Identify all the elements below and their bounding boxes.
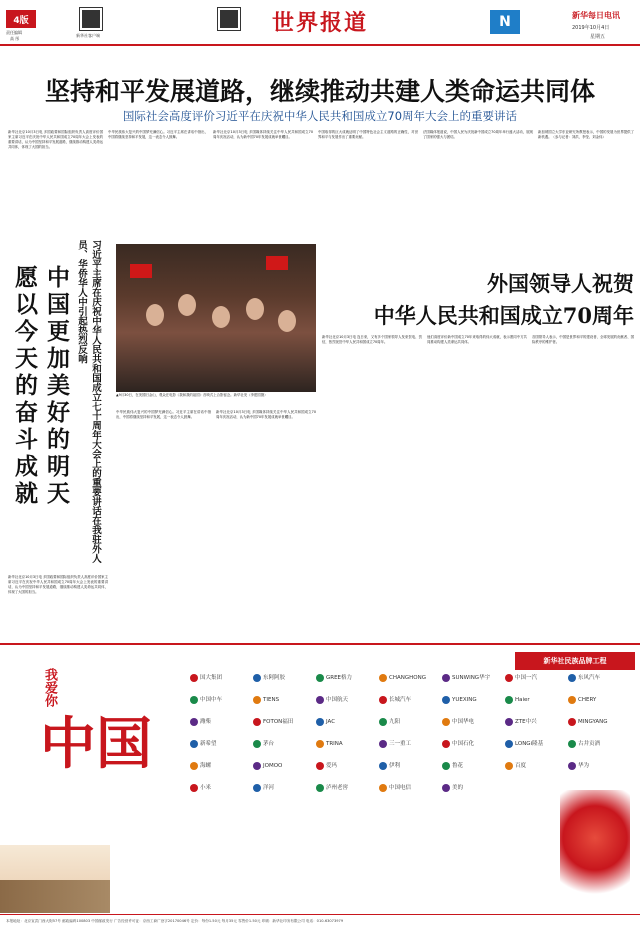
article-column: 新华社北京10月3日电 连日来，又有多个国家领导人发来贺电、贺信，热烈祝贺中华人民共和国成立70周年。	[322, 335, 422, 344]
brand-logo-icon	[568, 674, 576, 682]
news-photo	[116, 244, 316, 392]
brand-logo	[253, 738, 315, 750]
main-headline: 坚持和平发展道路，继续推动共建人类命运共同体	[44, 77, 595, 106]
brand-logo	[316, 760, 378, 772]
brand-logo-label: TRINA	[326, 741, 343, 747]
brand-logo-icon	[442, 674, 450, 682]
brand-logo-label: Haier	[515, 697, 530, 703]
brand-logo	[379, 738, 441, 750]
brand-logo-icon	[568, 696, 576, 704]
article-column: 中华民族伟大复兴的中国梦充满信心。习近平主席在讲话中指出，中国将继续坚持和平发展，这一表态令人鼓舞。	[116, 410, 211, 419]
brand-logo-label: 伊利	[389, 763, 401, 769]
brand-logo	[568, 716, 630, 728]
brand-logo-icon	[505, 762, 513, 770]
brand-logo-icon	[442, 784, 450, 792]
brand-logo	[253, 760, 315, 772]
brand-logo	[568, 694, 630, 706]
brand-logo-icon	[379, 674, 387, 682]
vertical-subheadline: 习近平主席在庆祝中华人民共和国成立七十周年大会上的重要讲话在我驻外人员、华侨华人中引起热烈反响	[76, 240, 101, 563]
brand-logo-label: 新希望	[200, 741, 217, 747]
brand-logo-label: MINGYANG	[578, 719, 608, 725]
brand-logo-label: 东风汽车	[578, 675, 601, 681]
brand-logo-icon	[505, 718, 513, 726]
article-column: 中国取得的巨大成就证明了中国特色社会主义道路的正确性，对世界和平与发展作出了重要贡献。	[318, 130, 418, 139]
brand-logo	[190, 694, 252, 706]
brand-logo-label: FOTON福田	[263, 719, 294, 725]
article-column: 新加坡国立大学东亚研究所教授表示，中国的发展为世界提供了新机遇。（参与记者：刘洪、李莹、刘金伟）	[538, 130, 634, 139]
brand-name: 新华每日电讯	[572, 11, 620, 20]
brand-logo-label: JOMOO	[263, 763, 283, 769]
brand-logo-label: 美的	[452, 785, 464, 791]
brand-logo	[568, 738, 630, 750]
header-rule	[0, 44, 640, 46]
brand-logo-icon	[253, 740, 261, 748]
brand-logo-icon	[505, 674, 513, 682]
brand-logo-icon	[442, 718, 450, 726]
brand-logo	[190, 672, 252, 684]
brand-logo-label: SUNWING华宇	[452, 675, 491, 681]
sub-headline: 国际社会高度评价习近平在庆祝中华人民共和国成立70周年大会上的重要讲话	[122, 109, 518, 123]
brand-logo	[190, 760, 252, 772]
brand-logo	[253, 694, 315, 706]
brand-logo-label: 小米	[200, 785, 212, 791]
page-number-badge: 4版	[6, 10, 36, 28]
brand-logo-icon	[316, 718, 324, 726]
brand-logo-label: 中国中车	[200, 697, 223, 703]
brand-logo-icon	[316, 674, 324, 682]
brand-logo-icon	[190, 674, 198, 682]
brand-logo-icon	[190, 784, 198, 792]
brand-logo-label: 鲁花	[452, 763, 464, 769]
brand-logo-icon	[253, 696, 261, 704]
brand-logo	[505, 760, 567, 772]
section-title: 世界报道	[272, 10, 369, 36]
brand-logo-label: 古井贡酒	[578, 741, 601, 747]
brand-logo-icon	[316, 784, 324, 792]
brand-logo-label: 茅台	[263, 741, 275, 747]
article-column: 他们高度评价新中国成立70年来取得的伟大成就，表示愿同中方共同推动构建人类命运共同体。	[427, 335, 527, 344]
article-column: 新华社北京10月3日电 多国政要和国际组织负责人高度评价国家主席习近平在庆祝中华人民共和国成立70周年大会上发表的重要讲话，认为中国坚持和平发展道路，继续推动构建人类命运共同体，体现了大国的担当。	[8, 130, 103, 149]
great-wall-image	[0, 880, 110, 913]
article-column: 新华社北京10月3日电 多国媒体持续关注中华人民共和国成立70周年庆祝活动，认为新中国70年发展成就举世瞩目。	[213, 130, 313, 139]
section-2-title: 外国领导人祝贺 中华人民共和国成立70周年	[373, 271, 634, 328]
editor-name: 高 彤	[10, 36, 20, 41]
brand-logo-icon	[190, 696, 198, 704]
brand-logo-icon	[253, 674, 261, 682]
article-column: 法国媒体报道说，中国人民为庆祝新中国成立70周年举行盛大活动，展现了国家的强大与团结。	[423, 130, 533, 139]
brand-logo-icon	[379, 718, 387, 726]
brand-logo-label: 中国电信	[389, 785, 412, 791]
brand-logo-icon	[505, 740, 513, 748]
brand-logo-icon	[190, 718, 198, 726]
ad-badge: 新华社民族品牌工程	[515, 652, 635, 670]
brand-logo-label: 九阳	[389, 719, 401, 725]
brand-logo	[568, 672, 630, 684]
article-column: 各国领导人表示，中国是世界和平的建设者、全球发展的贡献者、国际秩序的维护者。	[532, 335, 634, 344]
qr-label: 新华社客户端	[76, 33, 100, 38]
vertical-headline: 愿以今天的奋斗成就	[11, 265, 38, 508]
ad-slogan: 我爱你	[42, 668, 57, 707]
editor-label: 责任编辑	[6, 30, 22, 35]
brand-logo-icon	[379, 762, 387, 770]
page-footer: 本报地址：北京宣武门西大街57号 邮政编码100803 中国邮政发行 广告经营许可证：京西工商广登字20170046号 定价：每份1.50元 每月35元 零售价1.50元 印刷：新华社印务有限公司 电话：010-63073979	[0, 914, 640, 927]
brand-logo-icon	[379, 740, 387, 748]
brand-logo-label: YUEXING	[452, 697, 477, 703]
article-column: 中华民族伟大复兴的中国梦充满信心。习近平主席在讲话中指出，中国将继续坚持和平发展，这一表态令人鼓舞。	[108, 130, 208, 139]
brand-logo-label: 泸州老窖	[326, 785, 349, 791]
brand-logo-label: ZTE中兴	[515, 719, 537, 725]
brand-logo-icon	[190, 762, 198, 770]
brand-logo	[568, 760, 630, 772]
ad-big-text: 中国	[40, 711, 152, 777]
brand-logo-icon	[568, 762, 576, 770]
brand-logo	[316, 694, 378, 706]
brand-logo-icon	[253, 718, 261, 726]
brand-logo	[379, 782, 441, 794]
issue-date: 2019年10月4日	[572, 25, 610, 31]
brand-logo	[316, 738, 378, 750]
brand-logo-label: 海螺	[200, 763, 212, 769]
brand-logo	[190, 782, 252, 794]
issue-weekday: 星期五	[590, 34, 606, 40]
brand-logo	[505, 738, 567, 750]
brand-logo-icon	[442, 696, 450, 704]
brand-logo-label: 中国华电	[452, 719, 475, 725]
brand-logo	[316, 782, 378, 794]
brand-logo-icon	[190, 740, 198, 748]
brand-logo-icon	[316, 696, 324, 704]
brand-logo-label: 中国一汽	[515, 675, 538, 681]
brand-logo-icon	[442, 762, 450, 770]
brand-logo-icon	[253, 762, 261, 770]
brand-logo-label: GREE格力	[326, 675, 353, 681]
torch-graphic	[560, 790, 630, 910]
brand-logo-label: 中国航天	[326, 697, 349, 703]
brand-logo-icon	[379, 696, 387, 704]
brand-logo	[379, 760, 441, 772]
brand-logo-icon	[568, 740, 576, 748]
brand-logo	[442, 760, 504, 772]
brand-logo-label: TIENS	[263, 697, 280, 703]
qr-code-icon	[218, 8, 240, 30]
brand-logo	[505, 672, 567, 684]
brand-logo-label: 国大集团	[200, 675, 223, 681]
brand-logo-label: 三一重工	[389, 741, 412, 747]
brand-logo-label: 爱玛	[326, 763, 338, 769]
brand-logo-icon	[316, 762, 324, 770]
brand-logo	[379, 672, 441, 684]
brand-logo	[442, 716, 504, 728]
article-column: 新华社北京10月3日电 多国政要和国际组织负责人高度评价国家主席习近平在庆祝中华人民共和国成立70周年大会上发表的重要讲话，认为中国坚持和平发展道路，继续推动构建人类命运共同体，体现了大国的担当。	[8, 575, 108, 594]
brand-logo	[379, 694, 441, 706]
brand-logo-label: CHANGHONG	[389, 675, 426, 681]
qr-code-icon	[80, 8, 102, 30]
brand-logo	[253, 672, 315, 684]
brand-logo-label: JAC	[326, 719, 336, 725]
brand-logo	[442, 782, 504, 794]
brand-logo-icon	[253, 784, 261, 792]
brand-logo	[442, 694, 504, 706]
brand-logo	[505, 694, 567, 706]
vertical-headline: 中国更加美好的明天	[43, 265, 70, 508]
brand-logo-icon	[442, 740, 450, 748]
photo-caption: ▲9月30日，在美国旧金山，观众在电影《我和我的祖国》首映式上合影留念。新华社发（李建国摄）	[116, 393, 268, 397]
brand-logo-icon	[568, 718, 576, 726]
brand-logo-icon	[379, 784, 387, 792]
brand-logo	[253, 782, 315, 794]
brand-logo-label: 中国石化	[452, 741, 475, 747]
brand-logo-label: 长城汽车	[389, 697, 412, 703]
article-column: 新华社北京10月3日电 多国媒体持续关注中华人民共和国成立70周年庆祝活动，认为新中国70年发展成就举世瞩目。	[216, 410, 316, 419]
news-logo-icon: N	[490, 10, 520, 34]
brand-logo-label: 潍柴	[200, 719, 212, 725]
brand-logo-label: LONGi隆基	[515, 741, 544, 747]
brand-logo-icon	[505, 696, 513, 704]
brand-logo	[316, 672, 378, 684]
brand-logo-label: CHERY	[578, 697, 597, 703]
brand-logo	[505, 716, 567, 728]
brand-logo	[442, 672, 504, 684]
brand-logo-label: 洋河	[263, 785, 275, 791]
brand-logo-label: 东阿阿胶	[263, 675, 286, 681]
brand-logo-label: 百度	[515, 763, 527, 769]
brand-logo-icon	[316, 740, 324, 748]
brand-logo	[316, 716, 378, 728]
brand-logo	[442, 738, 504, 750]
brand-logo-label: 华为	[578, 763, 590, 769]
brand-logo	[379, 716, 441, 728]
brand-logo	[253, 716, 315, 728]
brand-logo	[190, 716, 252, 728]
brand-logo	[190, 738, 252, 750]
